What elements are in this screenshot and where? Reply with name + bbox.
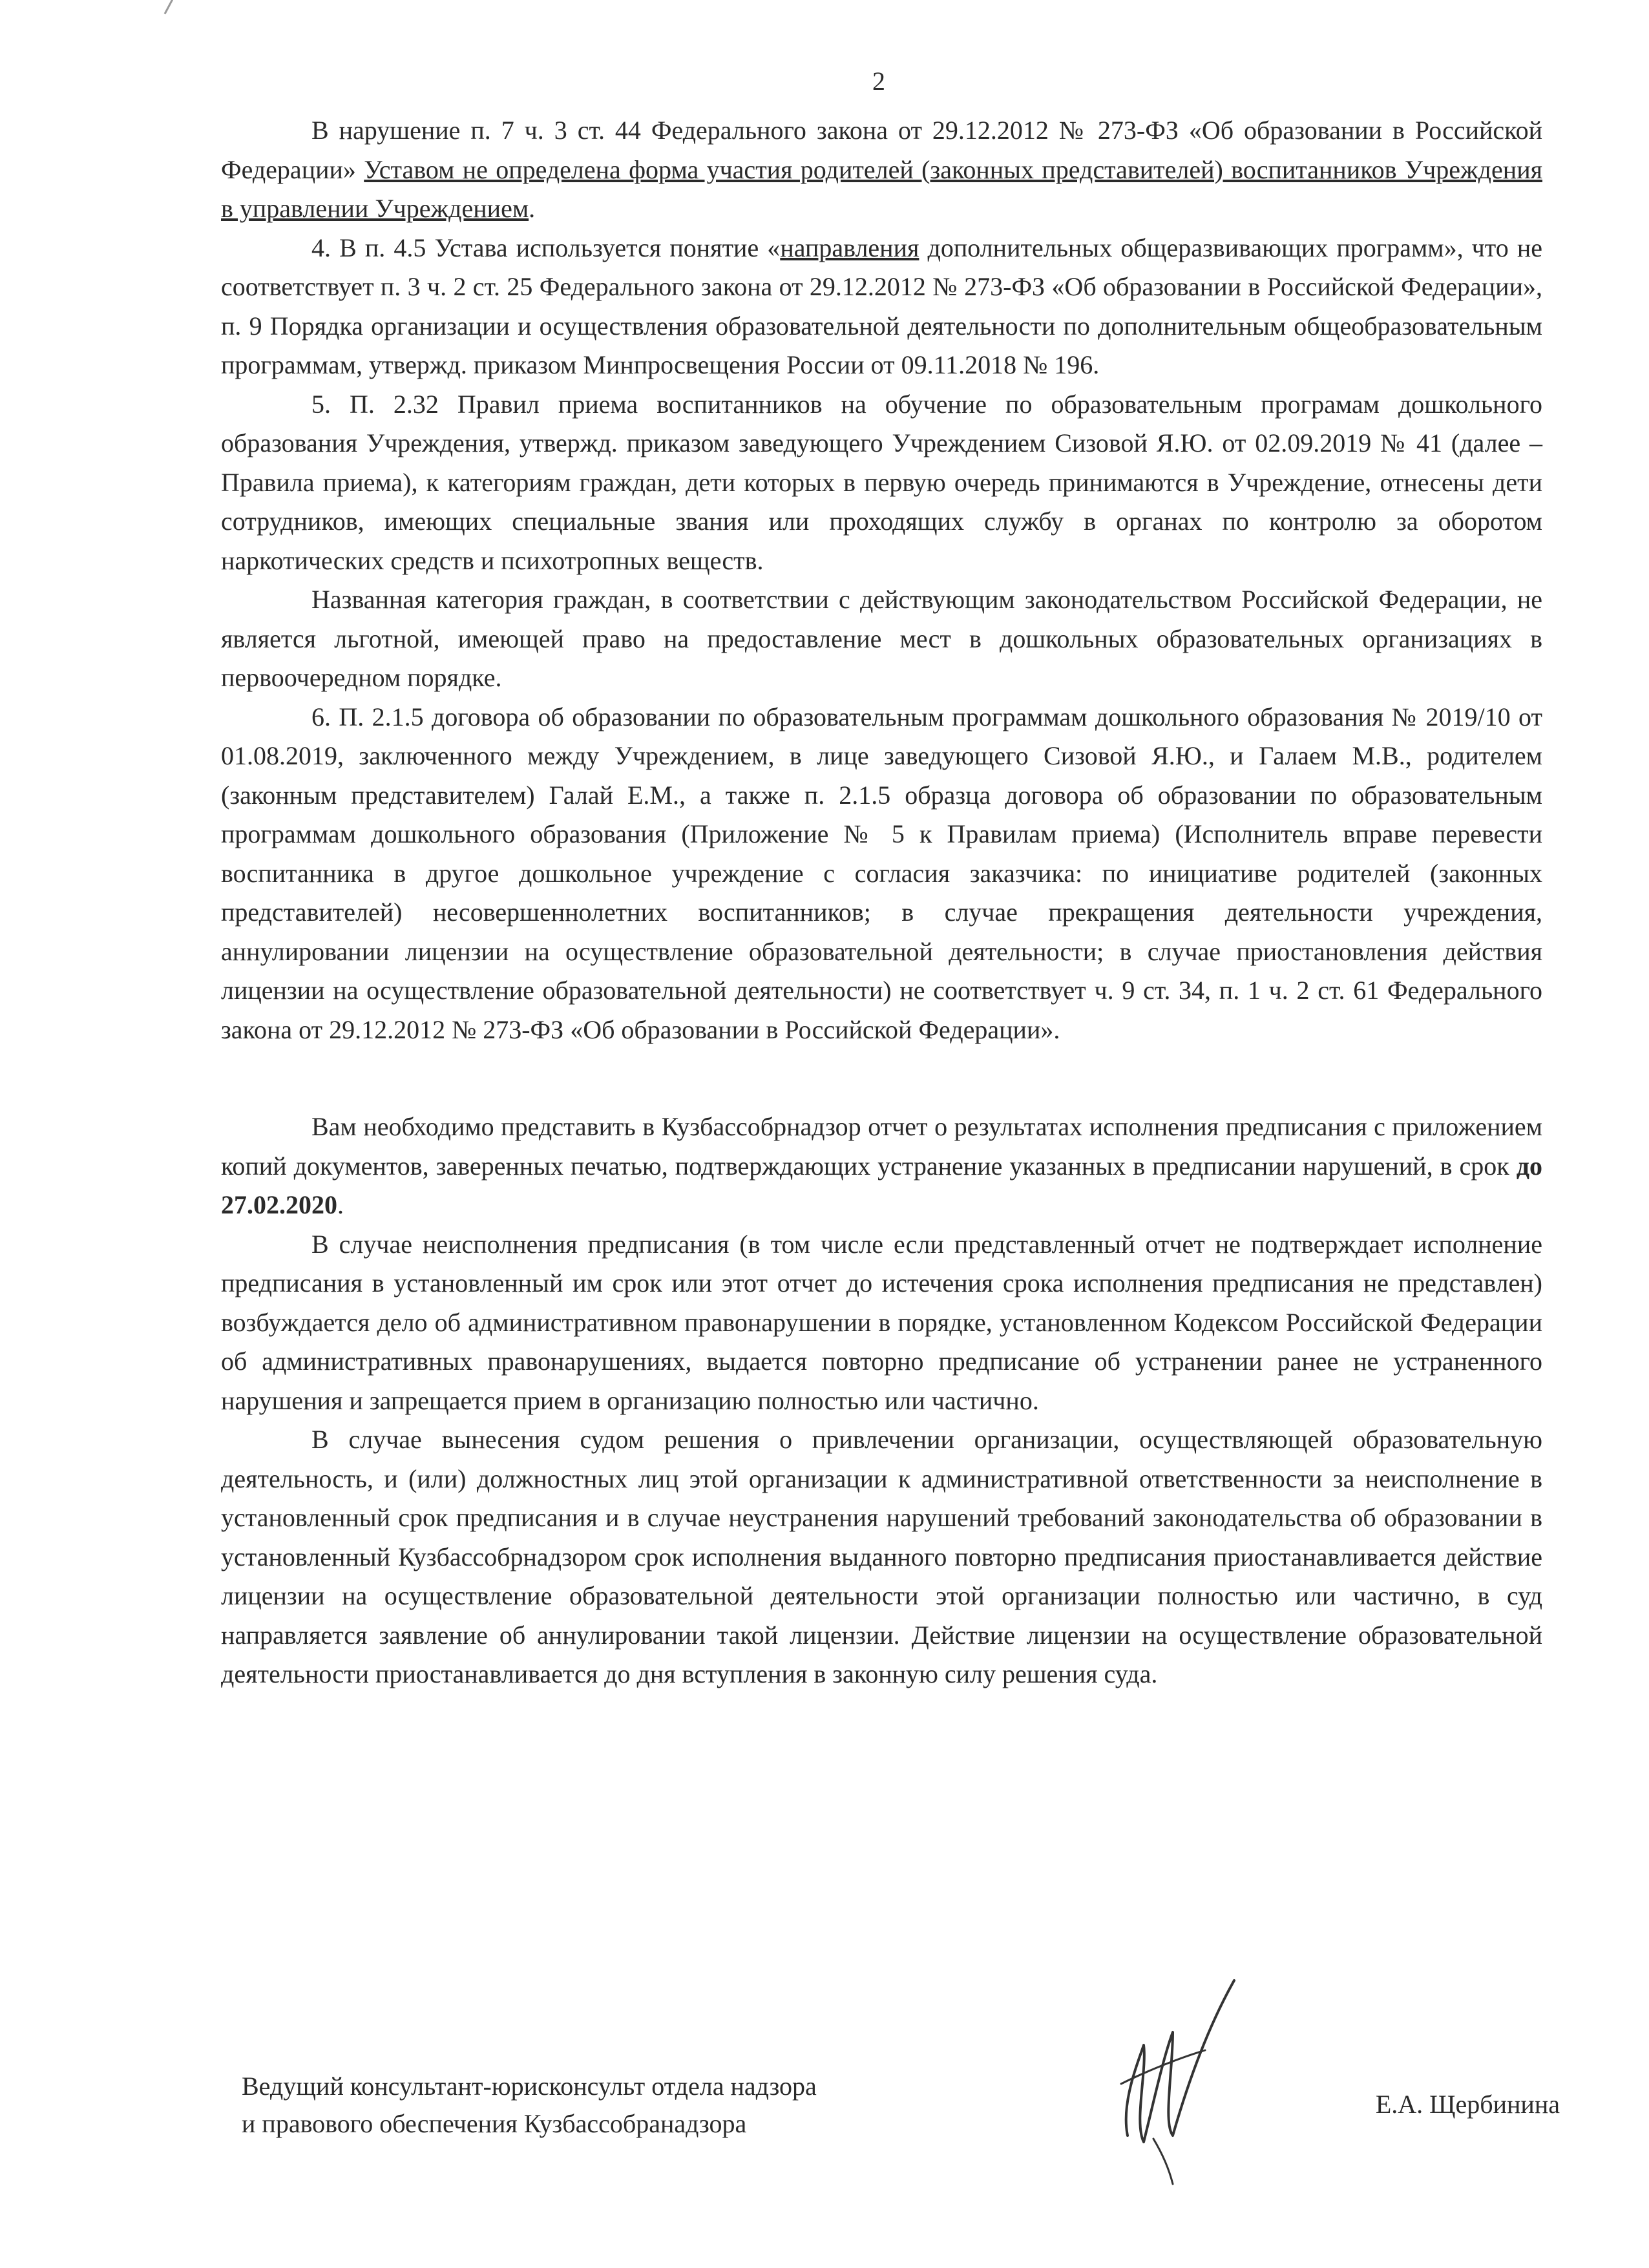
paragraph-report-deadline (221, 1108, 1542, 1225)
page-number: 2 (872, 67, 885, 96)
paragraph-category: Названная категория граждан, в соответствии с действующим законодательством Российской Федерации, не является льготной, имеющей право на предоставление мест в дошкольных образовательных организациях в первоочередном порядке. (221, 585, 1542, 692)
signer-position-line: Ведущий консультант-юрисконсульт отдела надзора (242, 2072, 817, 2101)
signer-name: Е.А. Щербинина (1375, 2090, 1560, 2119)
paragraph-item-4 (221, 229, 1542, 385)
paragraph-text: Вам необходимо представить в Кузбассобрнадзор отчет о результатах исполнения предписания с приложением копий документов, заверенных печатью, подтверждающих устранение указанных в предписании нарушений, в срок (221, 1112, 1542, 1181)
document-body (221, 111, 1542, 1694)
paragraph-text: . (529, 194, 536, 223)
paragraph-item-5: 5. П. 2.32 Правил приема воспитанников на обучение по образовательным програмам дошкольного образования Учреждения, утвержд. приказом заведующего Учреждением Сизовой Я.Ю. от 02.09.2019 № 41 (далее – Правила приема), к категориям граждан, дети которых в первую очередь принимаются в Учреждение, отнесены дети сотрудников, имеющих специальные звания или проходящих службу в органах по контролю за оборотом наркотических средств и психотропных веществ. (221, 389, 1542, 575)
underlined-text: направления (780, 233, 919, 262)
paragraph-item-6: 6. П. 2.1.5 договора об образовании по образовательным программам дошкольного образования № 2019/10 от 01.08.2019, заключенного между Учреждением, в лице заведующего Сизовой Я.Ю., и Галаем М.В., родителем (законным представителем) Галай Е.М., а также п. 2.1.5 образца договора об образовании по образовательным программам дошкольного образования (Приложение № 5 к Правилам приема) (Исполнитель вправе перевести воспитанника в другое дошкольное учреждение с согласия заказчика: по инициативе родителей (законных представителей) несовершеннолетних воспитанников; в случае прекращения деятельности учреждения, аннулировании лицензии на осуществление образовательной деятельности; в случае приостановления действия лицензии на осуществление образовательной деятельности) не соответствует ч. 9 ст. 34, п. 1 ч. 2 ст. 61 Федерального закона от 29.12.2012 № 273-ФЗ «Об образовании в Российской Федерации». (221, 702, 1542, 1044)
paragraph-license-suspension: В случае вынесения судом решения о привлечении организации, осуществляющей образовательную деятельность, и (или) должностных лиц этой организации к административной ответственности за неисполнение в установленный срок предписания и в случае неустранения нарушений требований законодательства об образовании в установленный Кузбассобрнадзором срок исполнения выданного повторно предписания приостанавливается действие лицензии на осуществление образовательной деятельности этой организации полностью или частично, в суд направляется заявление об аннулировании такой лицензии. Действие лицензии на осуществление образовательной деятельности приостанавливается до дня вступления в законную силу решения суда. (221, 1425, 1542, 1688)
deadline-date: до 27.02.2020 (221, 1151, 1542, 1219)
signer-position-line: и правового обеспечения Кузбассобранадзора (242, 2109, 747, 2138)
paragraph-violation-charter (221, 111, 1542, 229)
underlined-text: Уставом не определена форма участия родителей (законных представителей) воспитанников Учреждения в управлении Учреждением (221, 154, 1542, 223)
paragraph-non-compliance: В случае неисполнения предписания (в том числе если представленный отчет не подтверждает исполнение предписания в установленный им срок или этот отчет до истечения срока исполнения предписания не представлен) возбуждается дело об административном правонарушении в порядке, установленном Кодексом Российской Федерации об административных правонарушениях, выдается повторно предписание об устранении ранее не устраненного нарушения и запрещается прием в организацию полностью или частично. (221, 1229, 1542, 1415)
paragraph-text: В нарушение п. 7 ч. 3 ст. 44 Федерального закона от 29.12.2012 № 273-ФЗ «Об образовании в Российской Федерации» (221, 116, 1542, 184)
paragraph-text: . (337, 1190, 344, 1219)
paragraph-text: дополнительных общеразвивающих программ», что не соответствует п. 3 ч. 2 ст. 25 Федерального закона от 29.12.2012 № 273-ФЗ «Об образовании в Российской Федерации», п. 9 Порядка организации и осуществления образовательной деятельности по дополнительным общеобразовательным программам, утвержд. приказом Минпросвещения России от 09.11.2018 № 196. (221, 233, 1542, 379)
signature-block (242, 2068, 1560, 2171)
signer-position (242, 2068, 1082, 2143)
paragraph-text: 4. В п. 4.5 Устава используется понятие « (311, 233, 781, 262)
scan-artifact-mark (164, 0, 193, 14)
